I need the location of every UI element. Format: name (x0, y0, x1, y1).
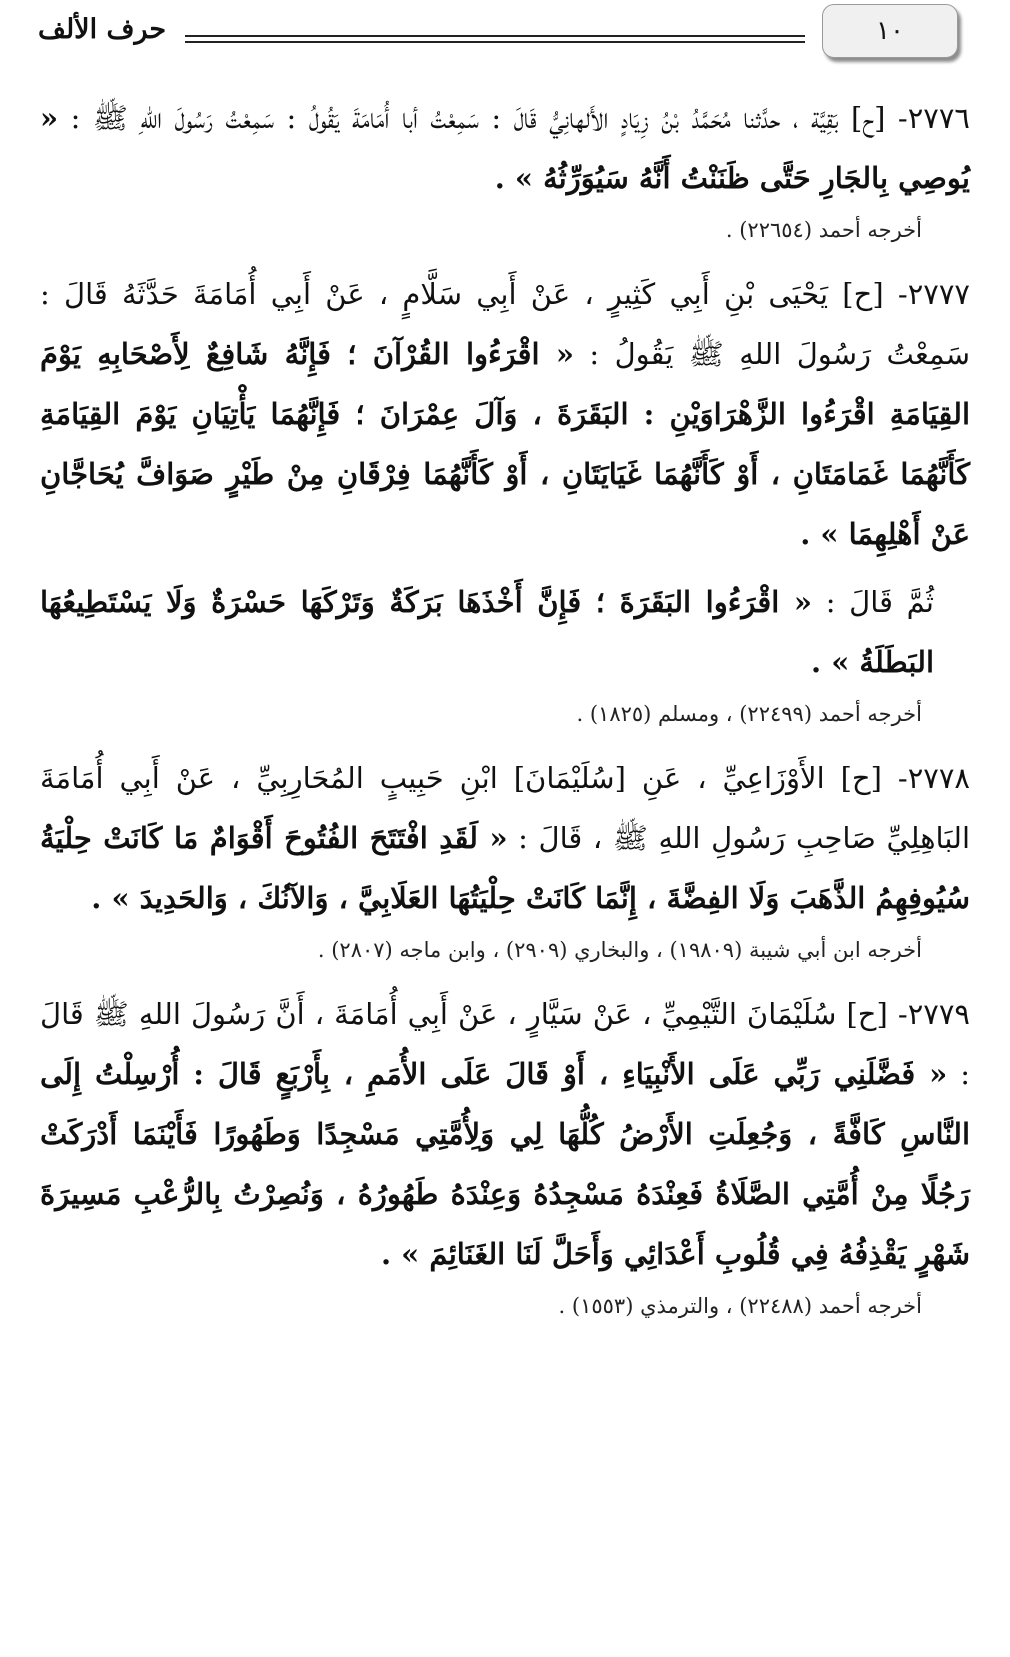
hadith-entry (40, 984, 970, 1326)
page-number: ١٠ (876, 16, 904, 46)
hadith-source: أخرجه أحمد (٢٢٤٩٩) ، ومسلم (١٨٢٥) . (576, 702, 922, 726)
hadith-source: أخرجه ابن أبي شيبة (١٩٨٠٩) ، والبخاري (٢٩٠٩) ، وابن ماجه (٢٨٠٧) . (317, 938, 922, 962)
hadith-continuation (40, 572, 970, 692)
continuation-quote: « اقْرَءُوا البَقَرَةَ ؛ فَإِنَّ أَخْذَهَا بَرَكَةٌ وَتَرْكَهَا حَسْرَةٌ وَلَا يَسْتَطِيعُهَا البَطَلَةُ » . (40, 585, 934, 679)
header-rule-bottom (185, 41, 805, 43)
hadith-number: ٢٧٧٨ (907, 761, 970, 795)
hadith-chain: [ح] الأَوْزَاعِيِّ ، عَنِ [سُلَيْمَانَ] ابْنِ حَبِيبٍ المُحَارِبِيِّ ، عَنْ أَبِي أُمَامَةَ البَاهِلِيِّ صَاحِبِ رَسُولِ اللهِ ﷺ ، قَالَ : (40, 761, 971, 855)
hadith-quote: « فَضَّلَنِي رَبِّي عَلَى الأَنْبِيَاءِ ، أَوْ قَالَ عَلَى الأُمَمِ ، بِأَرْبَعٍ قَالَ : أُرْسِلْتُ إِلَى النَّاسِ كَافَّةً ، وَجُعِلَتِ الأَرْضُ كُلُّهَا لِي وَلِأُمَّتِي مَسْجِدًا وَطَهُورًا فَأَيْنَمَا أَدْرَكَتْ رَجُلًا مِنْ أُمَّتِي الصَّلَاةُ فَعِنْدَهُ مَسْجِدُهُ وَعِنْدَهُ طَهُورُهُ ، وَنُصِرْتُ بِالرُّعْبِ مَسِيرَةَ شَهْرٍ يَقْذِفُهُ فِي قُلُوبِ أَعْدَائِي وَأَحَلَّ لَنَا الغَنَائِمَ » . (40, 1057, 970, 1271)
hadith-number: ٢٧٧٦ (907, 101, 971, 135)
section-title: حرف الألف (38, 14, 167, 45)
hadith-entry (40, 88, 970, 250)
hadith-chain: [ح] بَقِيَّة ، حدَّثنا مُحَمَّدُ بْنُ زِيَادٍ الأَلهانِيُّ قَالَ : سَمِعْتُ أبا أُمَامَةَ يَقُولُ : سَمِعْتُ رَسُولَ اللهِ ﷺ : (70, 101, 886, 135)
hadith-text: ٢٧٧٨- [ح] الأَوْزَاعِيِّ ، عَنِ [سُلَيْمَانَ] ابْنِ حَبِيبٍ المُحَارِبِيِّ ، عَنْ أَبِي أُمَامَةَ البَاهِلِيِّ صَاحِبِ رَسُولِ اللهِ ﷺ ، قَالَ : « لَقَدِ افْتَتَحَ الفُتُوحَ أَقْوَامٌ مَا كَانَتْ حِلْيَةُ سُيُوفِهِمُ الذَّهَبَ وَلَا الفِضَّةَ ، إِنَّمَا كَانَتْ حِلْيَتُهَا العَلَابِيَّ ، وَالآنُكَ ، وَالحَدِيدَ » . (40, 761, 971, 915)
hadith-number: ٢٧٧٧ (907, 277, 970, 311)
hadith-text: ٢٧٧٩- [ح] سُلَيْمَانَ التَّيْمِيِّ ، عَنْ سَيَّارٍ ، عَنْ أَبِي أُمَامَةَ ، أَنَّ رَسُولَ اللهِ ﷺ قَالَ : « فَضَّلَنِي رَبِّي عَلَى الأَنْبِيَاءِ ، أَوْ قَالَ عَلَى الأُمَمِ ، بِأَرْبَعٍ قَالَ : أُرْسِلْتُ إِلَى النَّاسِ كَافَّةً ، وَجُعِلَتِ الأَرْضُ كُلُّهَا لِي وَلِأُمَّتِي مَسْجِدًا وَطَهُورًا فَأَيْنَمَا أَدْرَكَتْ رَجُلًا مِنْ أُمَّتِي الصَّلَاةُ فَعِنْدَهُ مَسْجِدُهُ وَعِنْدَهُ طَهُورُهُ ، وَنُصِرْتُ بِالرُّعْبِ مَسِيرَةَ شَهْرٍ يَقْذِفُهُ فِي قُلُوبِ أَعْدَائِي وَأَحَلَّ لَنَا الغَنَائِمَ » . (40, 997, 971, 1271)
hadith-quote: « يُوصِي بِالجَارِ حَتَّى ظَنَنْتُ أَنَّهُ سَيُوَرِّثُهُ » . (40, 101, 970, 195)
hadith-entry (40, 264, 970, 734)
hadith-number: ٢٧٧٩ (907, 997, 970, 1031)
hadith-text: ٢٧٧٦- [ح] بَقِيَّة ، حدَّثنا مُحَمَّدُ بْنُ زِيَادٍ الأَلهانِيُّ قَالَ : سَمِعْتُ أبا أُمَامَةَ يَقُولُ : سَمِعْتُ رَسُولَ اللهِ ﷺ : « يُوصِي بِالجَارِ حَتَّى ظَنَنْتُ أَنَّهُ سَيُوَرِّثُهُ » . (40, 101, 971, 195)
hadith-source: أخرجه أحمد (٢٢٦٥٤) . (725, 218, 922, 242)
continuation-intro: ثُمَّ قَالَ : (825, 585, 935, 619)
page-number-tab (822, 4, 958, 58)
page-body (40, 88, 970, 1340)
header-rule-top (185, 35, 805, 37)
hadith-quote: « لَقَدِ افْتَتَحَ الفُتُوحَ أَقْوَامٌ مَا كَانَتْ حِلْيَةُ سُيُوفِهِمُ الذَّهَبَ وَلَا الفِضَّةَ ، إِنَّمَا كَانَتْ حِلْيَتُهَا العَلَابِيَّ ، وَالآنُكَ ، وَالحَدِيدَ » . (40, 821, 970, 915)
hadith-source: أخرجه أحمد (٢٢٤٨٨) ، والترمذي (١٥٥٣) . (558, 1294, 922, 1318)
hadith-chain: [ح] سُلَيْمَانَ التَّيْمِيِّ ، عَنْ سَيَّارٍ ، عَنْ أَبِي أُمَامَةَ ، أَنَّ رَسُولَ اللهِ ﷺ قَالَ : (40, 997, 971, 1091)
hadith-entry (40, 748, 970, 970)
page-header (0, 0, 1010, 75)
hadith-quote: « اقْرَءُوا القُرْآنَ ؛ فَإِنَّهُ شَافِعٌ لِأَصْحَابِهِ يَوْمَ القِيَامَةِ اقْرَءُوا الزَّهْرَاوَيْنِ : البَقَرَةَ ، وَآلَ عِمْرَانَ ؛ فَإِنَّهُمَا يَأْتِيَانِ يَوْمَ القِيَامَةِ كَأَنَّهُمَا غَمَامَتَانِ ، أَوْ كَأَنَّهُمَا غَيَايَتَانِ ، أَوْ كَأَنَّهُمَا فِرْقَانِ مِنْ طَيْرٍ صَوَافَّ يُحَاجَّانِ عَنْ أَهْلِهِمَا » . (40, 337, 970, 551)
hadith-chain: [ح] يَحْيَى بْنِ أَبِي كَثِيرٍ ، عَنْ أَبِي سَلَّامٍ ، عَنْ أَبِي أُمَامَةَ حَدَّثَهُ قَالَ : سَمِعْتُ رَسُولَ اللهِ ﷺ يَقُولُ : (40, 277, 970, 371)
hadith-text: ٢٧٧٧- [ح] يَحْيَى بْنِ أَبِي كَثِيرٍ ، عَنْ أَبِي سَلَّامٍ ، عَنْ أَبِي أُمَامَةَ حَدَّثَهُ قَالَ : سَمِعْتُ رَسُولَ اللهِ ﷺ يَقُولُ : « اقْرَءُوا القُرْآنَ ؛ فَإِنَّهُ شَافِعٌ لِأَصْحَابِهِ يَوْمَ القِيَامَةِ اقْرَءُوا الزَّهْرَاوَيْنِ : البَقَرَةَ ، وَآلَ عِمْرَانَ ؛ فَإِنَّهُمَا يَأْتِيَانِ يَوْمَ القِيَامَةِ كَأَنَّهُمَا غَمَامَتَانِ ، أَوْ كَأَنَّهُمَا غَيَايَتَانِ ، أَوْ كَأَنَّهُمَا فِرْقَانِ مِنْ طَيْرٍ صَوَافَّ يُحَاجَّانِ عَنْ أَهْلِهِمَا » . (40, 277, 970, 551)
